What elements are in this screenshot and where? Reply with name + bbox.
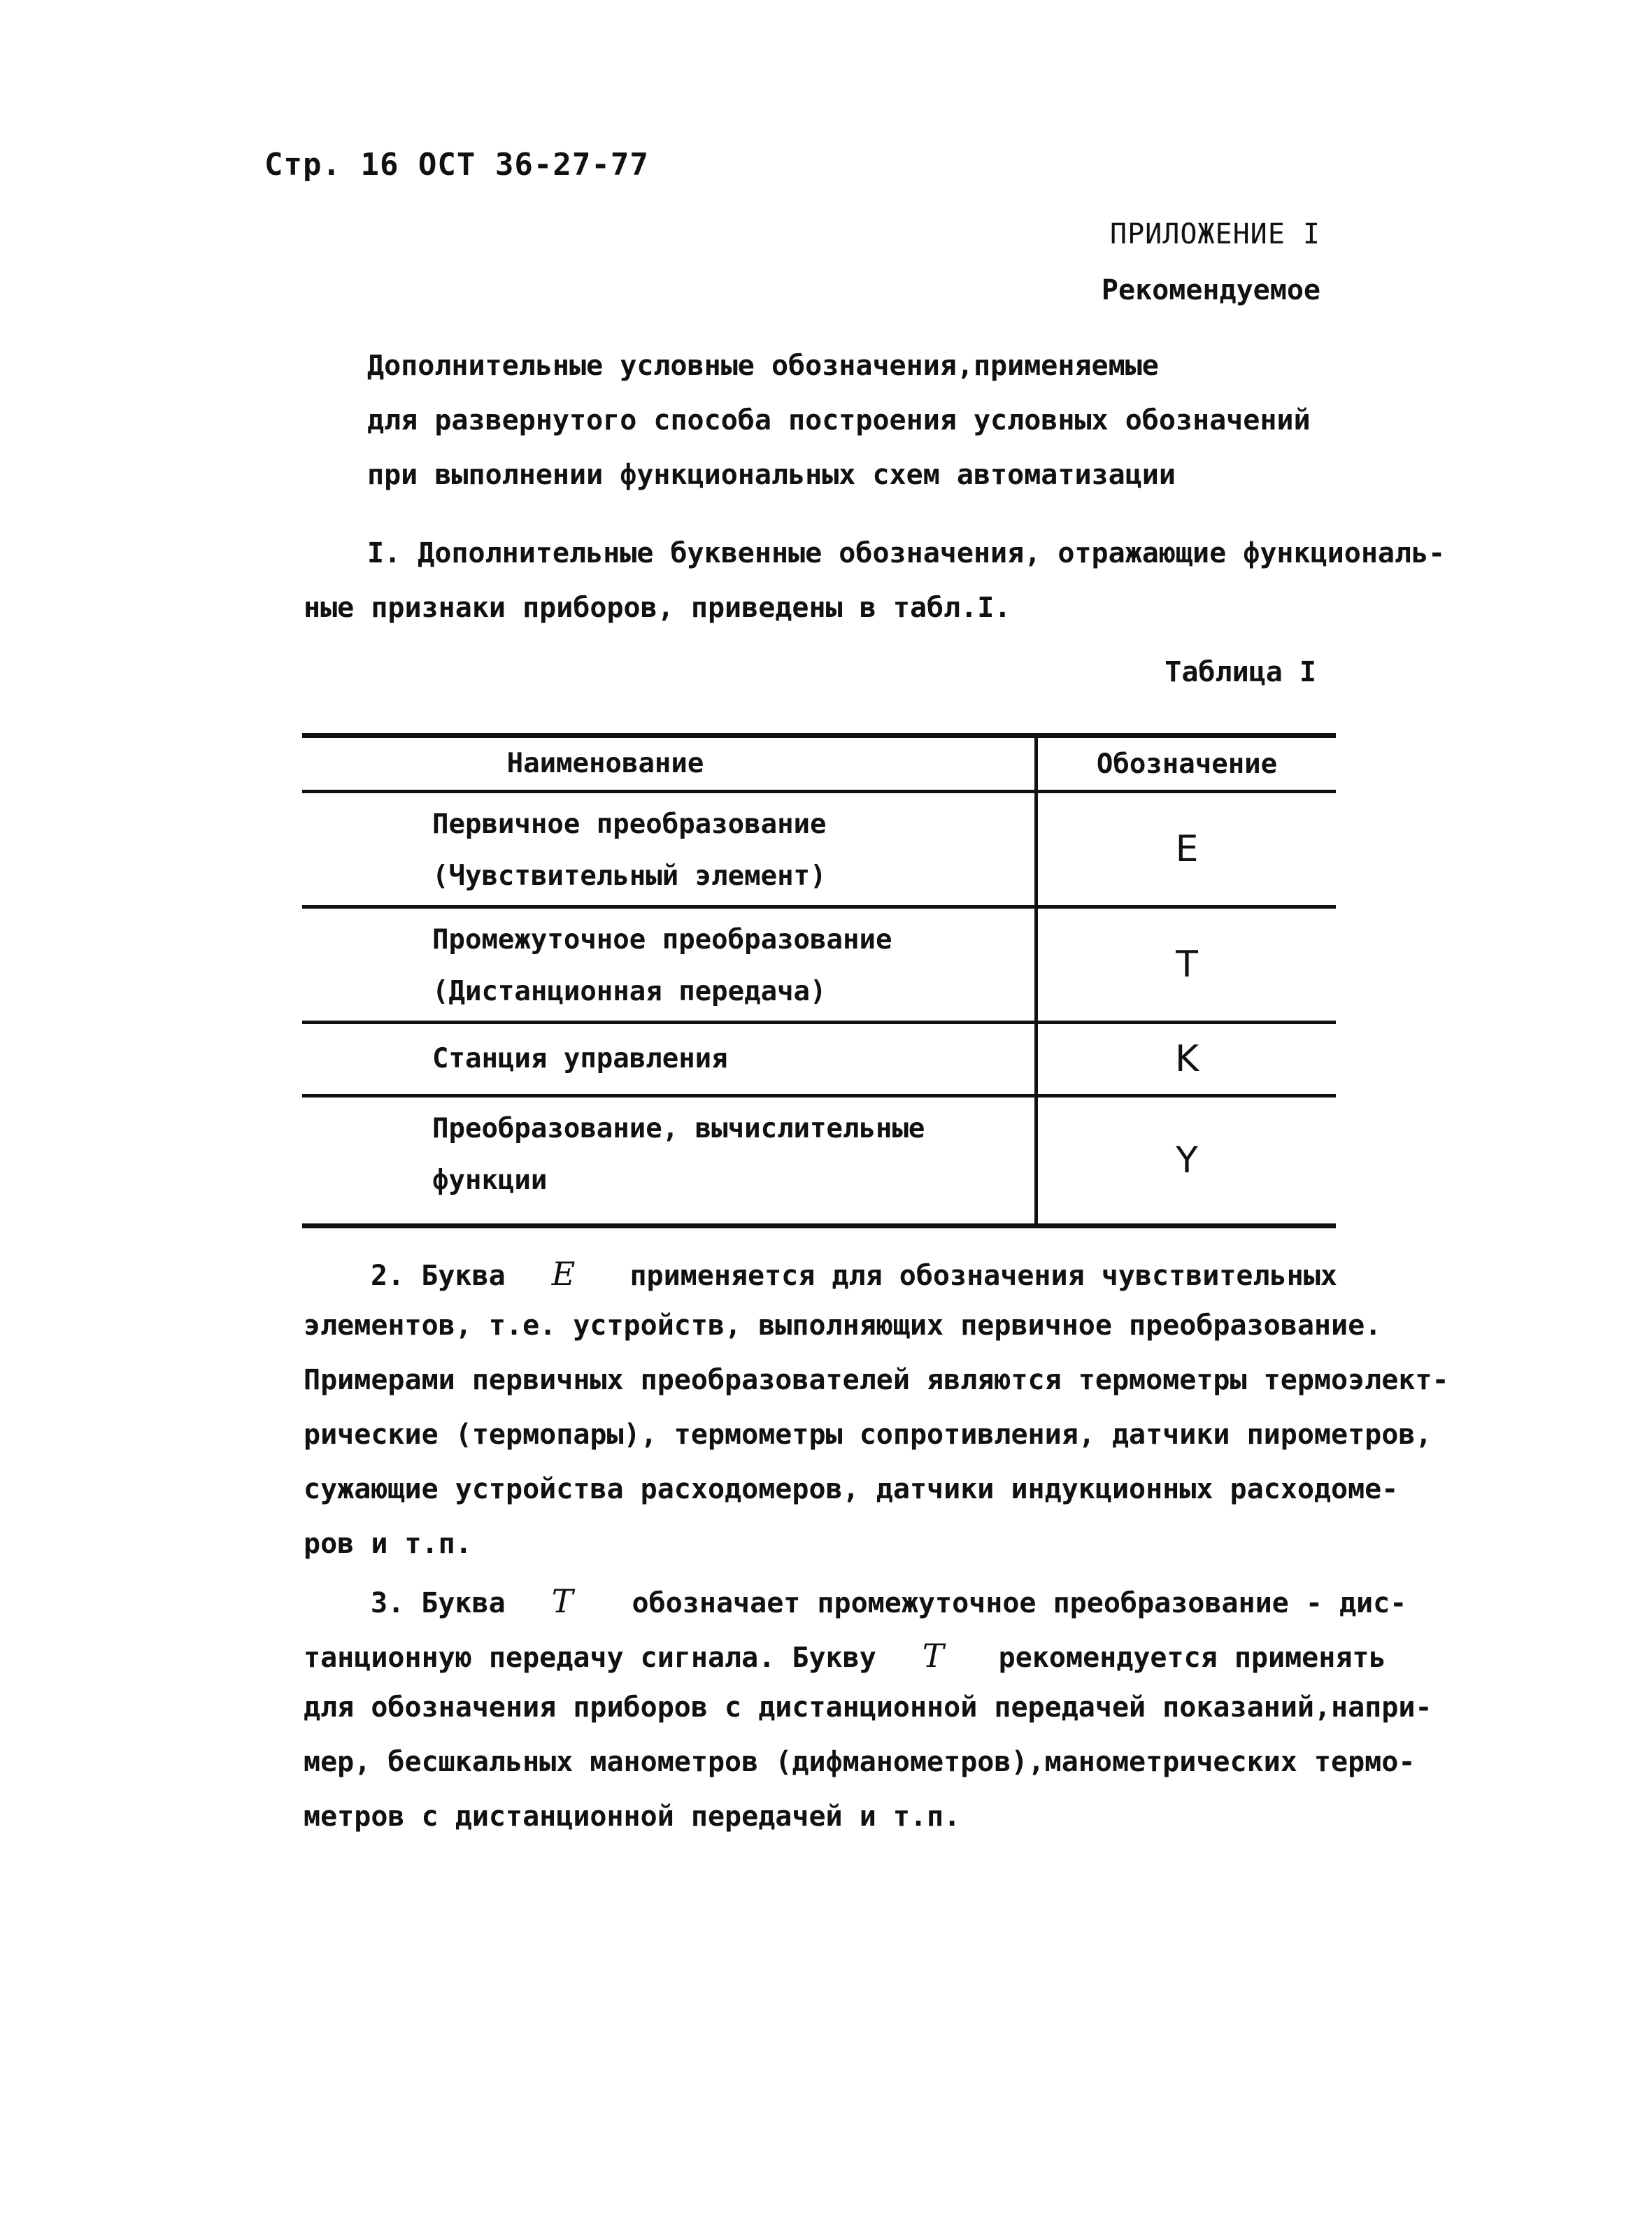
page-header: Стр. 16 ОСТ 36-27-77 [264, 147, 649, 183]
paragraph-3-line-1 [371, 1582, 1407, 1620]
table-header-code: Обозначение [1096, 748, 1278, 780]
table-row [302, 1094, 1336, 1223]
table-cell-code: T [1176, 944, 1198, 986]
paragraph-3-prefix: 3. Буква [371, 1587, 506, 1619]
table-cell-name-line-1: Станция управления [432, 1043, 728, 1074]
paragraph-2-line-1 [371, 1255, 1337, 1293]
table-cell-name-line-2: (Дистанционная передача) [432, 976, 827, 1007]
paragraph-3-line-2 [304, 1637, 1386, 1675]
paragraph-2-line-2: элементов, т.е. устройств, выполняющих первичное преобразование. [304, 1309, 1382, 1342]
paragraph-3-line-2-prefix: танционную передачу сигнала. Букву [304, 1642, 876, 1674]
paragraph-2-line-5: сужающие устройства расходомеров, датчики индукционных расходоме- [304, 1473, 1399, 1505]
table-row [302, 790, 1336, 905]
table-cell-code: E [1175, 828, 1199, 870]
table-cell-name-line-1: Первичное преобразование [432, 809, 827, 840]
table-header-row [302, 738, 1336, 790]
paragraph-2-suffix: применяется для обозначения чувствительных [629, 1260, 1337, 1292]
paragraph-3-line-2-suffix: рекомендуется применять [998, 1642, 1386, 1674]
table-row [302, 1021, 1336, 1094]
table-cell-name [302, 793, 1038, 905]
document-title-line-3: при выполнении функциональных схем автоматизации [367, 459, 1176, 491]
document-title-line-2: для развернутого способа построения условных обозначений [367, 404, 1311, 436]
table-row [302, 905, 1336, 1021]
table-cell-name [302, 1024, 1038, 1094]
letter-e: E [551, 1255, 576, 1293]
table-header-name: Наименование [302, 738, 1038, 790]
document-title-line-1: Дополнительные условные обозначения,применяемые [367, 350, 1159, 382]
paragraph-2-line-6: ров и т.п. [304, 1528, 472, 1560]
table-cell-name-line-2: (Чувствительный элемент) [432, 860, 827, 892]
paragraph-2-line-3: Примерами первичных преобразователей являются термометры термоэлект- [304, 1364, 1449, 1396]
table-cell-name-line-2: функции [432, 1165, 548, 1196]
table-cell-name-line-1: Промежуточное преобразование [432, 924, 892, 956]
table-cell-name [302, 909, 1038, 1021]
table-caption: Таблица I [1165, 656, 1316, 688]
table-cell-name-line-1: Преобразование, вычислительные [432, 1113, 925, 1144]
designations-table [302, 733, 1336, 1228]
table-cell-code: K [1174, 1038, 1199, 1080]
paragraph-3-line-5: метров с дистанционной передачей и т.п. [304, 1801, 961, 1833]
paragraph-3-line-3: для обозначения приборов с дистанционной передачей показаний,напри- [304, 1691, 1432, 1724]
paragraph-1-line-1: I. Дополнительные буквенные обозначения, отражающие функциональ- [367, 537, 1446, 569]
paragraph-2-line-4: рические (термопары), термометры сопротивления, датчики пирометров, [304, 1419, 1432, 1451]
table-cell-code: Y [1176, 1139, 1198, 1181]
appendix-label: ПРИЛОЖЕНИЕ I [1110, 218, 1320, 250]
appendix-status: Рекомендуемое [1101, 274, 1320, 306]
letter-t-second: T [922, 1637, 944, 1675]
paragraph-2-prefix: 2. Буква [371, 1260, 506, 1292]
paragraph-3-line-4: мер, бесшкальных манометров (дифманометров),манометрических термо- [304, 1746, 1416, 1778]
paragraph-1-line-2: ные признаки приборов, приведены в табл.I. [304, 592, 1011, 624]
paragraph-3-suffix: обозначает промежуточное преобразование - дис- [632, 1587, 1407, 1619]
table-cell-name [302, 1098, 1038, 1223]
letter-t: T [551, 1582, 574, 1620]
